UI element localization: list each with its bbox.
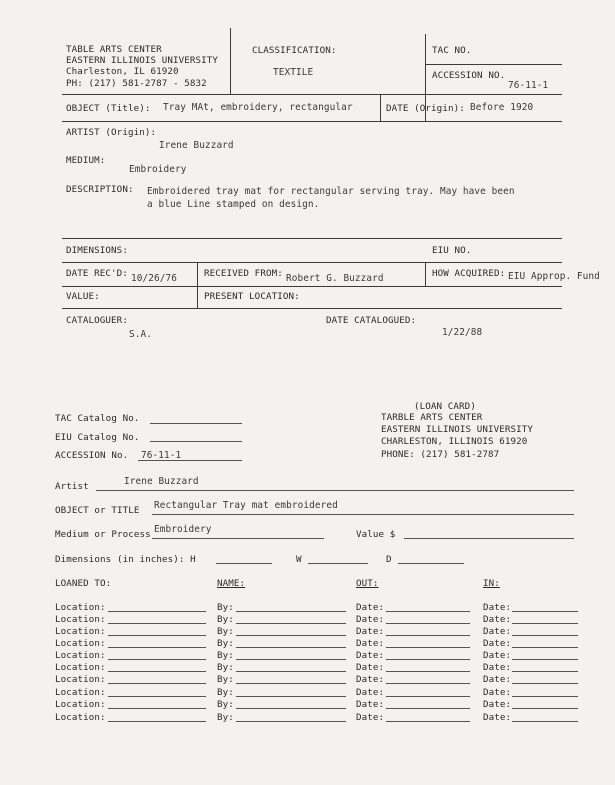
location-field[interactable] [108, 611, 206, 612]
object-label: OBJECT (Title): [66, 103, 151, 114]
in-date-label: Date: [483, 638, 512, 649]
col-loaned-to: LOANED TO: [55, 578, 112, 589]
cataloguer-top-rule [62, 308, 562, 309]
in-date-label: Date: [483, 687, 512, 698]
by-label: By: [217, 662, 234, 673]
location-label: Location: [55, 712, 106, 723]
in-date-label: Date: [483, 650, 512, 661]
medium-label: MEDIUM: [66, 155, 106, 166]
by-field[interactable] [236, 659, 346, 660]
loan-w-label: W [296, 554, 302, 565]
location-field[interactable] [108, 721, 206, 722]
tac-catalog-line [150, 423, 242, 424]
location-field[interactable] [108, 683, 206, 684]
by-field[interactable] [236, 671, 346, 672]
loan-h-line [216, 563, 272, 564]
university-name: EASTERN ILLINOIS UNIVERSITY [66, 55, 219, 66]
loan-w-line [308, 563, 368, 564]
out-date-field[interactable] [386, 647, 470, 648]
daterecd-top-rule [62, 262, 562, 263]
out-date-field[interactable] [386, 611, 470, 612]
tac-no-label: TAC NO. [432, 45, 472, 56]
accession-value: 76-11-1 [508, 80, 549, 91]
loan-accession-line [138, 460, 242, 461]
in-date-label: Date: [483, 602, 512, 613]
loan-row [0, 602, 615, 614]
by-field[interactable] [236, 623, 346, 624]
by-field[interactable] [236, 721, 346, 722]
by-field[interactable] [236, 696, 346, 697]
present-location-label: PRESENT LOCATION: [204, 291, 300, 302]
tac-catalog-label: TAC Catalog No. [55, 413, 140, 424]
in-date-label: Date: [483, 662, 512, 673]
object-value: Tray MAt, embroidery, rectangular [163, 102, 353, 113]
eiu-no-label: EIU NO. [432, 245, 472, 256]
by-label: By: [217, 638, 234, 649]
location-label: Location: [55, 626, 106, 637]
by-label: By: [217, 626, 234, 637]
description-label: DESCRIPTION: [66, 184, 134, 195]
in-date-field[interactable] [512, 635, 578, 636]
header-divider-1 [230, 28, 231, 94]
loan-object-value: Rectangular Tray mat embroidered [154, 500, 338, 511]
loan-card-city: CHARLESTON, ILLINOIS 61920 [381, 436, 528, 447]
loan-d-line [398, 563, 464, 564]
in-date-label: Date: [483, 614, 512, 625]
out-date-field[interactable] [386, 721, 470, 722]
col-out: OUT: [356, 578, 379, 589]
location-field[interactable] [108, 696, 206, 697]
in-date-field[interactable] [512, 671, 578, 672]
phone-line: PH: (217) 581-2787 - 5832 [66, 78, 207, 89]
in-date-field[interactable] [512, 721, 578, 722]
loan-card-phone: PHONE: (217) 581-2787 [381, 449, 500, 460]
out-date-field[interactable] [386, 659, 470, 660]
how-acquired-value: EIU Approp. Fund [508, 271, 600, 282]
by-label: By: [217, 602, 234, 613]
loan-artist-label: Artist [55, 481, 89, 492]
date-recd-value: 10/26/76 [131, 273, 177, 284]
loan-row [0, 638, 615, 650]
location-field[interactable] [108, 635, 206, 636]
loan-card-org: TARBLE ARTS CENTER [381, 412, 483, 423]
loan-card-university: EASTERN ILLINOIS UNIVERSITY [381, 424, 534, 435]
out-date-label: Date: [356, 638, 385, 649]
out-date-label: Date: [356, 712, 385, 723]
col-name: NAME: [217, 578, 246, 589]
by-field[interactable] [236, 635, 346, 636]
loan-row [0, 699, 615, 711]
by-label: By: [217, 699, 234, 710]
artist-value: Irene Buzzard [159, 140, 234, 151]
location-label: Location: [55, 687, 106, 698]
loan-artist-line [96, 490, 574, 491]
how-acquired-label: HOW ACQUIRED: [432, 268, 506, 279]
by-field[interactable] [236, 708, 346, 709]
in-date-label: Date: [483, 674, 512, 685]
loan-dimensions-label: Dimensions (in inches): H [55, 554, 196, 565]
dimensions-label: DIMENSIONS: [66, 245, 128, 256]
date-origin-value: Before 1920 [470, 102, 534, 113]
out-date-label: Date: [356, 699, 385, 710]
in-date-label: Date: [483, 712, 512, 723]
out-date-label: Date: [356, 674, 385, 685]
object-rule [62, 121, 562, 122]
location-label: Location: [55, 674, 106, 685]
eiu-catalog-label: EIU Catalog No. [55, 432, 140, 443]
by-label: By: [217, 650, 234, 661]
by-field[interactable] [236, 647, 346, 648]
loan-object-line [152, 514, 574, 515]
loan-card-heading: (LOAN CARD) [414, 401, 476, 412]
accession-rule [425, 64, 562, 65]
loan-accession-value: 76-11-1 [141, 450, 182, 461]
out-date-field[interactable] [386, 635, 470, 636]
in-date-field[interactable] [512, 696, 578, 697]
by-field[interactable] [236, 611, 346, 612]
location-label: Location: [55, 699, 106, 710]
out-date-field[interactable] [386, 623, 470, 624]
in-date-field[interactable] [512, 708, 578, 709]
location-field[interactable] [108, 647, 206, 648]
accession-label: ACCESSION NO. [432, 70, 506, 81]
received-from-label: RECEIVED FROM: [204, 268, 283, 279]
loan-row [0, 626, 615, 638]
loan-value-line [404, 538, 574, 539]
col-in: IN: [483, 578, 500, 589]
in-date-field[interactable] [512, 659, 578, 660]
location-label: Location: [55, 602, 106, 613]
by-label: By: [217, 614, 234, 625]
loan-row [0, 662, 615, 674]
value-label: VALUE: [66, 291, 100, 302]
loan-medium-value: Embroidery [154, 524, 212, 535]
loan-object-label: OBJECT or TITLE [55, 505, 140, 516]
org-name: TABLE ARTS CENTER [66, 44, 162, 55]
cataloguer-value: S.A. [129, 329, 152, 340]
in-date-field[interactable] [512, 647, 578, 648]
date-catalogued-label: DATE CATALOGUED: [326, 315, 417, 326]
loan-accession-label: ACCESSION No. [55, 450, 129, 461]
classification-label: CLASSIFICATION: [252, 45, 337, 56]
artist-label: ARTIST (Origin): [66, 127, 157, 138]
medium-value: Embroidery [129, 164, 187, 175]
date-origin-label: DATE (Origin): [386, 103, 465, 114]
loan-value-label: Value $ [356, 529, 396, 540]
cataloguer-label: CATALOGUER: [66, 315, 128, 326]
location-label: Location: [55, 638, 106, 649]
city-line: Charleston, IL 61920 [66, 66, 179, 77]
out-date-field[interactable] [386, 708, 470, 709]
description-line-2: a blue Line stamped on design. [147, 199, 320, 210]
in-date-field[interactable] [512, 683, 578, 684]
in-date-field[interactable] [512, 623, 578, 624]
daterecd-divider [197, 262, 198, 308]
loan-row [0, 687, 615, 699]
location-label: Location: [55, 662, 106, 673]
loan-medium-label: Medium or Process [55, 529, 151, 540]
loan-row [0, 712, 615, 724]
out-date-label: Date: [356, 602, 385, 613]
location-field[interactable] [108, 671, 206, 672]
out-date-label: Date: [356, 687, 385, 698]
out-date-label: Date: [356, 650, 385, 661]
date-catalogued-value: 1/22/88 [442, 327, 483, 338]
by-field[interactable] [236, 683, 346, 684]
loan-row [0, 614, 615, 626]
location-field[interactable] [108, 623, 206, 624]
object-date-divider [380, 94, 381, 121]
loan-artist-value: Irene Buzzard [124, 476, 199, 487]
location-label: Location: [55, 650, 106, 661]
in-date-field[interactable] [512, 611, 578, 612]
loan-d-label: D [386, 554, 392, 565]
received-from-value: Robert G. Buzzard [286, 273, 384, 284]
description-line-1: Embroidered tray mat for rectangular serving tray. May have been [147, 186, 515, 197]
location-field[interactable] [108, 708, 206, 709]
out-date-field[interactable] [386, 671, 470, 672]
howacq-divider [425, 262, 426, 286]
out-date-field[interactable] [386, 683, 470, 684]
by-label: By: [217, 712, 234, 723]
out-date-label: Date: [356, 614, 385, 625]
loan-row [0, 674, 615, 686]
date-recd-label: DATE REC'D: [66, 268, 128, 279]
loan-row [0, 650, 615, 662]
location-label: Location: [55, 614, 106, 625]
in-date-label: Date: [483, 699, 512, 710]
in-date-label: Date: [483, 626, 512, 637]
location-field[interactable] [108, 659, 206, 660]
dimensions-top-rule [62, 238, 562, 239]
loan-medium-line [152, 538, 324, 539]
value-top-rule [62, 286, 562, 287]
by-label: By: [217, 674, 234, 685]
classification-value: TEXTILE [273, 67, 314, 78]
header-bottom-rule [62, 94, 562, 95]
out-date-label: Date: [356, 626, 385, 637]
out-date-label: Date: [356, 662, 385, 673]
by-label: By: [217, 687, 234, 698]
eiu-catalog-line [150, 441, 242, 442]
out-date-field[interactable] [386, 696, 470, 697]
